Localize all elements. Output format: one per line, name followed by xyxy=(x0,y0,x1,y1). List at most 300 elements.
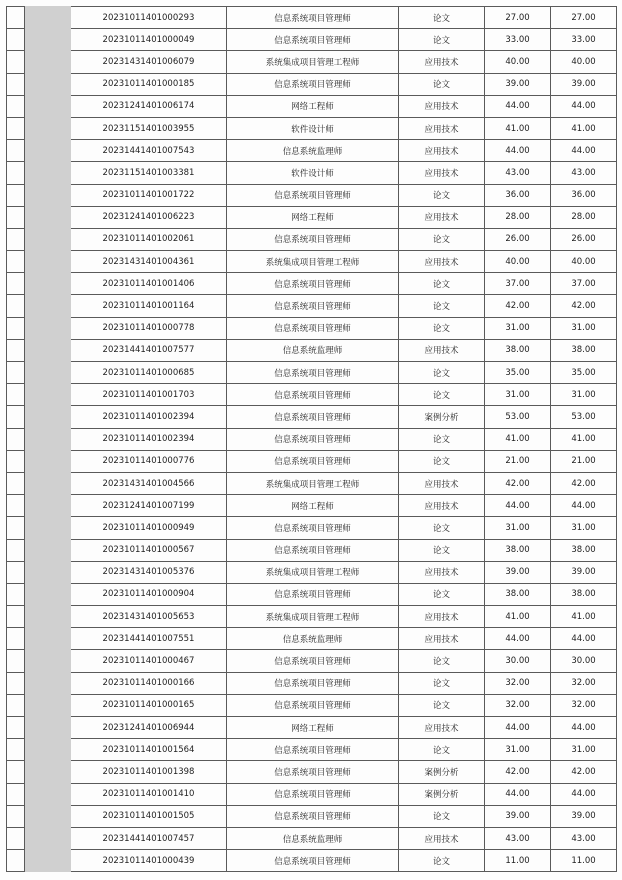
subject-cell: 案例分析 xyxy=(399,761,485,783)
row-index-cell xyxy=(7,827,25,849)
candidate-id-cell: 20231431401006079 xyxy=(71,51,227,73)
candidate-id-cell: 20231011401000778 xyxy=(71,317,227,339)
final-score-cell: 31.00 xyxy=(551,517,617,539)
candidate-id-cell: 20231011401000165 xyxy=(71,694,227,716)
exam-type-cell: 网络工程师 xyxy=(227,717,399,739)
candidate-id-cell: 20231431401005376 xyxy=(71,561,227,583)
exam-type-cell: 信息系统项目管理师 xyxy=(227,672,399,694)
row-index-cell xyxy=(7,761,25,783)
redacted-name-cell xyxy=(25,406,71,428)
candidate-id-cell: 20231011401001505 xyxy=(71,805,227,827)
score-cell: 31.00 xyxy=(485,317,551,339)
candidate-id-cell: 20231011401000567 xyxy=(71,539,227,561)
table-row xyxy=(7,273,617,295)
subject-cell: 应用技术 xyxy=(399,827,485,849)
subject-cell: 应用技术 xyxy=(399,162,485,184)
row-index-cell xyxy=(7,583,25,605)
candidate-id-cell: 20231441401007551 xyxy=(71,628,227,650)
subject-cell: 论文 xyxy=(399,694,485,716)
row-index-cell xyxy=(7,73,25,95)
row-index-cell xyxy=(7,162,25,184)
final-score-cell: 42.00 xyxy=(551,472,617,494)
table-row xyxy=(7,761,617,783)
row-index-cell xyxy=(7,650,25,672)
redacted-name-cell xyxy=(25,295,71,317)
subject-cell: 论文 xyxy=(399,650,485,672)
candidate-id-cell: 20231011401001703 xyxy=(71,384,227,406)
table-row xyxy=(7,805,617,827)
redacted-name-cell xyxy=(25,717,71,739)
redacted-name-cell xyxy=(25,51,71,73)
redacted-name-cell xyxy=(25,450,71,472)
table-row xyxy=(7,362,617,384)
candidate-id-cell: 20231011401002394 xyxy=(71,406,227,428)
exam-type-cell: 信息系统项目管理师 xyxy=(227,739,399,761)
subject-cell: 应用技术 xyxy=(399,140,485,162)
row-index-cell xyxy=(7,717,25,739)
subject-cell: 论文 xyxy=(399,539,485,561)
score-cell: 38.00 xyxy=(485,339,551,361)
subject-cell: 论文 xyxy=(399,228,485,250)
candidate-id-cell: 20231241401006174 xyxy=(71,95,227,117)
subject-cell: 应用技术 xyxy=(399,206,485,228)
exam-type-cell: 信息系统监理师 xyxy=(227,339,399,361)
table-row xyxy=(7,783,617,805)
score-cell: 40.00 xyxy=(485,51,551,73)
row-index-cell xyxy=(7,672,25,694)
candidate-id-cell: 20231011401000776 xyxy=(71,450,227,472)
candidate-id-cell: 20231441401007577 xyxy=(71,339,227,361)
score-cell: 31.00 xyxy=(485,739,551,761)
candidate-id-cell: 20231011401000166 xyxy=(71,672,227,694)
subject-cell: 论文 xyxy=(399,317,485,339)
exam-type-cell: 系统集成项目管理工程师 xyxy=(227,561,399,583)
final-score-cell: 39.00 xyxy=(551,561,617,583)
final-score-cell: 38.00 xyxy=(551,339,617,361)
row-index-cell xyxy=(7,450,25,472)
row-index-cell xyxy=(7,694,25,716)
subject-cell: 论文 xyxy=(399,184,485,206)
table-row xyxy=(7,694,617,716)
final-score-cell: 31.00 xyxy=(551,739,617,761)
score-cell: 41.00 xyxy=(485,117,551,139)
row-index-cell xyxy=(7,428,25,450)
final-score-cell: 30.00 xyxy=(551,650,617,672)
final-score-cell: 32.00 xyxy=(551,672,617,694)
redacted-name-cell xyxy=(25,827,71,849)
candidate-id-cell: 20231011401000904 xyxy=(71,583,227,605)
exam-type-cell: 信息系统项目管理师 xyxy=(227,406,399,428)
candidate-id-cell: 20231241401007199 xyxy=(71,495,227,517)
final-score-cell: 31.00 xyxy=(551,317,617,339)
subject-cell: 论文 xyxy=(399,73,485,95)
table-row xyxy=(7,384,617,406)
exam-type-cell: 信息系统项目管理师 xyxy=(227,7,399,29)
table-row xyxy=(7,717,617,739)
subject-cell: 应用技术 xyxy=(399,339,485,361)
table-row xyxy=(7,51,617,73)
table-row xyxy=(7,162,617,184)
final-score-cell: 27.00 xyxy=(551,7,617,29)
exam-type-cell: 信息系统项目管理师 xyxy=(227,517,399,539)
row-index-cell xyxy=(7,472,25,494)
table-row xyxy=(7,117,617,139)
row-index-cell xyxy=(7,228,25,250)
candidate-id-cell: 20231011401000293 xyxy=(71,7,227,29)
exam-type-cell: 系统集成项目管理工程师 xyxy=(227,606,399,628)
subject-cell: 论文 xyxy=(399,29,485,51)
redacted-name-cell xyxy=(25,228,71,250)
exam-type-cell: 信息系统项目管理师 xyxy=(227,384,399,406)
redacted-name-cell xyxy=(25,162,71,184)
final-score-cell: 38.00 xyxy=(551,539,617,561)
redacted-name-cell xyxy=(25,561,71,583)
exam-type-cell: 信息系统项目管理师 xyxy=(227,428,399,450)
redacted-name-cell xyxy=(25,7,71,29)
table-row xyxy=(7,672,617,694)
exam-type-cell: 信息系统监理师 xyxy=(227,140,399,162)
row-index-cell xyxy=(7,184,25,206)
exam-type-cell: 信息系统项目管理师 xyxy=(227,805,399,827)
row-index-cell xyxy=(7,517,25,539)
row-index-cell xyxy=(7,628,25,650)
subject-cell: 论文 xyxy=(399,273,485,295)
candidate-id-cell: 20231011401001164 xyxy=(71,295,227,317)
table-row xyxy=(7,539,617,561)
subject-cell: 论文 xyxy=(399,805,485,827)
subject-cell: 论文 xyxy=(399,362,485,384)
exam-type-cell: 信息系统项目管理师 xyxy=(227,73,399,95)
redacted-name-cell xyxy=(25,184,71,206)
table-row xyxy=(7,561,617,583)
redacted-name-cell xyxy=(25,206,71,228)
score-cell: 38.00 xyxy=(485,583,551,605)
table-row xyxy=(7,339,617,361)
final-score-cell: 39.00 xyxy=(551,805,617,827)
final-score-cell: 41.00 xyxy=(551,428,617,450)
exam-type-cell: 信息系统项目管理师 xyxy=(227,362,399,384)
exam-type-cell: 信息系统项目管理师 xyxy=(227,850,399,872)
score-cell: 37.00 xyxy=(485,273,551,295)
table-row xyxy=(7,850,617,872)
final-score-cell: 32.00 xyxy=(551,694,617,716)
redacted-name-cell xyxy=(25,628,71,650)
subject-cell: 案例分析 xyxy=(399,406,485,428)
table-row xyxy=(7,628,617,650)
redacted-name-cell xyxy=(25,672,71,694)
final-score-cell: 36.00 xyxy=(551,184,617,206)
redacted-name-cell xyxy=(25,539,71,561)
row-index-cell xyxy=(7,51,25,73)
final-score-cell: 38.00 xyxy=(551,583,617,605)
redacted-name-cell xyxy=(25,251,71,273)
row-index-cell xyxy=(7,273,25,295)
table-row xyxy=(7,295,617,317)
row-index-cell xyxy=(7,783,25,805)
row-index-cell xyxy=(7,7,25,29)
score-cell: 39.00 xyxy=(485,73,551,95)
score-cell: 44.00 xyxy=(485,140,551,162)
table-row xyxy=(7,472,617,494)
redacted-name-cell xyxy=(25,73,71,95)
candidate-id-cell: 20231011401001564 xyxy=(71,739,227,761)
final-score-cell: 41.00 xyxy=(551,606,617,628)
score-cell: 41.00 xyxy=(485,428,551,450)
redacted-name-cell xyxy=(25,472,71,494)
final-score-cell: 33.00 xyxy=(551,29,617,51)
subject-cell: 应用技术 xyxy=(399,251,485,273)
score-cell: 44.00 xyxy=(485,495,551,517)
exam-type-cell: 信息系统项目管理师 xyxy=(227,539,399,561)
final-score-cell: 21.00 xyxy=(551,450,617,472)
table-row xyxy=(7,450,617,472)
table-body xyxy=(7,7,617,872)
subject-cell: 应用技术 xyxy=(399,472,485,494)
table-row xyxy=(7,739,617,761)
exam-type-cell: 信息系统项目管理师 xyxy=(227,761,399,783)
subject-cell: 论文 xyxy=(399,384,485,406)
subject-cell: 论文 xyxy=(399,850,485,872)
score-cell: 30.00 xyxy=(485,650,551,672)
redacted-name-cell xyxy=(25,317,71,339)
redacted-name-cell xyxy=(25,694,71,716)
redacted-name-cell xyxy=(25,583,71,605)
table-row xyxy=(7,606,617,628)
table-row xyxy=(7,140,617,162)
score-cell: 26.00 xyxy=(485,228,551,250)
score-cell: 41.00 xyxy=(485,606,551,628)
score-cell: 43.00 xyxy=(485,827,551,849)
final-score-cell: 11.00 xyxy=(551,850,617,872)
row-index-cell xyxy=(7,850,25,872)
score-cell: 36.00 xyxy=(485,184,551,206)
candidate-id-cell: 20231011401001398 xyxy=(71,761,227,783)
row-index-cell xyxy=(7,251,25,273)
score-cell: 31.00 xyxy=(485,384,551,406)
exam-type-cell: 系统集成项目管理工程师 xyxy=(227,251,399,273)
redacted-name-cell xyxy=(25,273,71,295)
score-cell: 33.00 xyxy=(485,29,551,51)
candidate-id-cell: 20231011401000467 xyxy=(71,650,227,672)
candidate-id-cell: 20231011401001410 xyxy=(71,783,227,805)
score-cell: 42.00 xyxy=(485,761,551,783)
score-cell: 11.00 xyxy=(485,850,551,872)
candidate-id-cell: 20231431401005653 xyxy=(71,606,227,628)
candidate-id-cell: 20231241401006944 xyxy=(71,717,227,739)
redacted-name-cell xyxy=(25,495,71,517)
final-score-cell: 44.00 xyxy=(551,717,617,739)
exam-type-cell: 信息系统项目管理师 xyxy=(227,184,399,206)
final-score-cell: 31.00 xyxy=(551,384,617,406)
score-cell: 28.00 xyxy=(485,206,551,228)
subject-cell: 论文 xyxy=(399,739,485,761)
row-index-cell xyxy=(7,561,25,583)
final-score-cell: 35.00 xyxy=(551,362,617,384)
subject-cell: 应用技术 xyxy=(399,628,485,650)
candidate-id-cell: 20231011401000049 xyxy=(71,29,227,51)
redacted-name-cell xyxy=(25,95,71,117)
table-row xyxy=(7,73,617,95)
redacted-name-cell xyxy=(25,362,71,384)
row-index-cell xyxy=(7,117,25,139)
table-row xyxy=(7,228,617,250)
candidate-id-cell: 20231011401001406 xyxy=(71,273,227,295)
subject-cell: 应用技术 xyxy=(399,495,485,517)
score-cell: 38.00 xyxy=(485,539,551,561)
candidate-id-cell: 20231441401007543 xyxy=(71,140,227,162)
row-index-cell xyxy=(7,384,25,406)
row-index-cell xyxy=(7,339,25,361)
exam-type-cell: 网络工程师 xyxy=(227,206,399,228)
table-row xyxy=(7,7,617,29)
score-cell: 31.00 xyxy=(485,517,551,539)
redacted-name-cell xyxy=(25,739,71,761)
final-score-cell: 44.00 xyxy=(551,783,617,805)
score-cell: 39.00 xyxy=(485,805,551,827)
score-table xyxy=(6,6,617,872)
exam-type-cell: 信息系统项目管理师 xyxy=(227,228,399,250)
score-cell: 32.00 xyxy=(485,672,551,694)
final-score-cell: 40.00 xyxy=(551,51,617,73)
candidate-id-cell: 20231011401000185 xyxy=(71,73,227,95)
final-score-cell: 44.00 xyxy=(551,95,617,117)
table-row xyxy=(7,495,617,517)
exam-type-cell: 系统集成项目管理工程师 xyxy=(227,51,399,73)
exam-type-cell: 信息系统项目管理师 xyxy=(227,583,399,605)
redacted-name-cell xyxy=(25,650,71,672)
table-row xyxy=(7,517,617,539)
redacted-name-cell xyxy=(25,783,71,805)
subject-cell: 应用技术 xyxy=(399,117,485,139)
exam-type-cell: 信息系统项目管理师 xyxy=(227,783,399,805)
exam-type-cell: 软件设计师 xyxy=(227,117,399,139)
candidate-id-cell: 20231151401003955 xyxy=(71,117,227,139)
score-cell: 32.00 xyxy=(485,694,551,716)
redacted-name-cell xyxy=(25,29,71,51)
candidate-id-cell: 20231011401000685 xyxy=(71,362,227,384)
final-score-cell: 42.00 xyxy=(551,761,617,783)
exam-type-cell: 信息系统监理师 xyxy=(227,628,399,650)
score-cell: 44.00 xyxy=(485,628,551,650)
row-index-cell xyxy=(7,206,25,228)
score-cell: 42.00 xyxy=(485,295,551,317)
exam-type-cell: 软件设计师 xyxy=(227,162,399,184)
final-score-cell: 40.00 xyxy=(551,251,617,273)
score-cell: 53.00 xyxy=(485,406,551,428)
redacted-name-cell xyxy=(25,140,71,162)
table-row xyxy=(7,206,617,228)
candidate-id-cell: 20231011401000949 xyxy=(71,517,227,539)
candidate-id-cell: 20231011401002394 xyxy=(71,428,227,450)
final-score-cell: 39.00 xyxy=(551,73,617,95)
row-index-cell xyxy=(7,95,25,117)
exam-type-cell: 信息系统项目管理师 xyxy=(227,29,399,51)
exam-type-cell: 信息系统项目管理师 xyxy=(227,273,399,295)
subject-cell: 论文 xyxy=(399,583,485,605)
candidate-id-cell: 20231241401006223 xyxy=(71,206,227,228)
row-index-cell xyxy=(7,295,25,317)
exam-type-cell: 网络工程师 xyxy=(227,495,399,517)
score-cell: 39.00 xyxy=(485,561,551,583)
final-score-cell: 41.00 xyxy=(551,117,617,139)
exam-type-cell: 信息系统项目管理师 xyxy=(227,295,399,317)
exam-type-cell: 信息系统项目管理师 xyxy=(227,317,399,339)
subject-cell: 论文 xyxy=(399,672,485,694)
exam-type-cell: 网络工程师 xyxy=(227,95,399,117)
table-row xyxy=(7,406,617,428)
final-score-cell: 44.00 xyxy=(551,628,617,650)
redacted-name-cell xyxy=(25,761,71,783)
row-index-cell xyxy=(7,406,25,428)
row-index-cell xyxy=(7,29,25,51)
subject-cell: 应用技术 xyxy=(399,606,485,628)
table-row xyxy=(7,650,617,672)
redacted-name-cell xyxy=(25,805,71,827)
subject-cell: 应用技术 xyxy=(399,95,485,117)
candidate-id-cell: 20231441401007457 xyxy=(71,827,227,849)
subject-cell: 论文 xyxy=(399,450,485,472)
final-score-cell: 44.00 xyxy=(551,495,617,517)
candidate-id-cell: 20231151401003381 xyxy=(71,162,227,184)
subject-cell: 应用技术 xyxy=(399,717,485,739)
redacted-name-cell xyxy=(25,117,71,139)
table-row xyxy=(7,251,617,273)
score-cell: 40.00 xyxy=(485,251,551,273)
candidate-id-cell: 20231011401000439 xyxy=(71,850,227,872)
exam-type-cell: 信息系统监理师 xyxy=(227,827,399,849)
score-cell: 42.00 xyxy=(485,472,551,494)
redacted-name-cell xyxy=(25,339,71,361)
subject-cell: 论文 xyxy=(399,295,485,317)
row-index-cell xyxy=(7,805,25,827)
exam-type-cell: 信息系统项目管理师 xyxy=(227,694,399,716)
score-cell: 44.00 xyxy=(485,783,551,805)
final-score-cell: 37.00 xyxy=(551,273,617,295)
row-index-cell xyxy=(7,495,25,517)
table-row xyxy=(7,29,617,51)
row-index-cell xyxy=(7,606,25,628)
exam-type-cell: 信息系统项目管理师 xyxy=(227,450,399,472)
final-score-cell: 44.00 xyxy=(551,140,617,162)
table-row xyxy=(7,317,617,339)
subject-cell: 论文 xyxy=(399,517,485,539)
candidate-id-cell: 20231431401004566 xyxy=(71,472,227,494)
row-index-cell xyxy=(7,739,25,761)
final-score-cell: 43.00 xyxy=(551,827,617,849)
table-row xyxy=(7,583,617,605)
subject-cell: 论文 xyxy=(399,7,485,29)
redacted-name-cell xyxy=(25,850,71,872)
score-cell: 27.00 xyxy=(485,7,551,29)
final-score-cell: 26.00 xyxy=(551,228,617,250)
candidate-id-cell: 20231431401004361 xyxy=(71,251,227,273)
exam-type-cell: 系统集成项目管理工程师 xyxy=(227,472,399,494)
table-row xyxy=(7,827,617,849)
subject-cell: 论文 xyxy=(399,428,485,450)
final-score-cell: 53.00 xyxy=(551,406,617,428)
score-cell: 43.00 xyxy=(485,162,551,184)
candidate-id-cell: 20231011401002061 xyxy=(71,228,227,250)
redacted-name-cell xyxy=(25,606,71,628)
table-row xyxy=(7,95,617,117)
score-cell: 21.00 xyxy=(485,450,551,472)
table-row xyxy=(7,184,617,206)
redacted-name-cell xyxy=(25,384,71,406)
row-index-cell xyxy=(7,317,25,339)
candidate-id-cell: 20231011401001722 xyxy=(71,184,227,206)
score-cell: 35.00 xyxy=(485,362,551,384)
subject-cell: 案例分析 xyxy=(399,783,485,805)
